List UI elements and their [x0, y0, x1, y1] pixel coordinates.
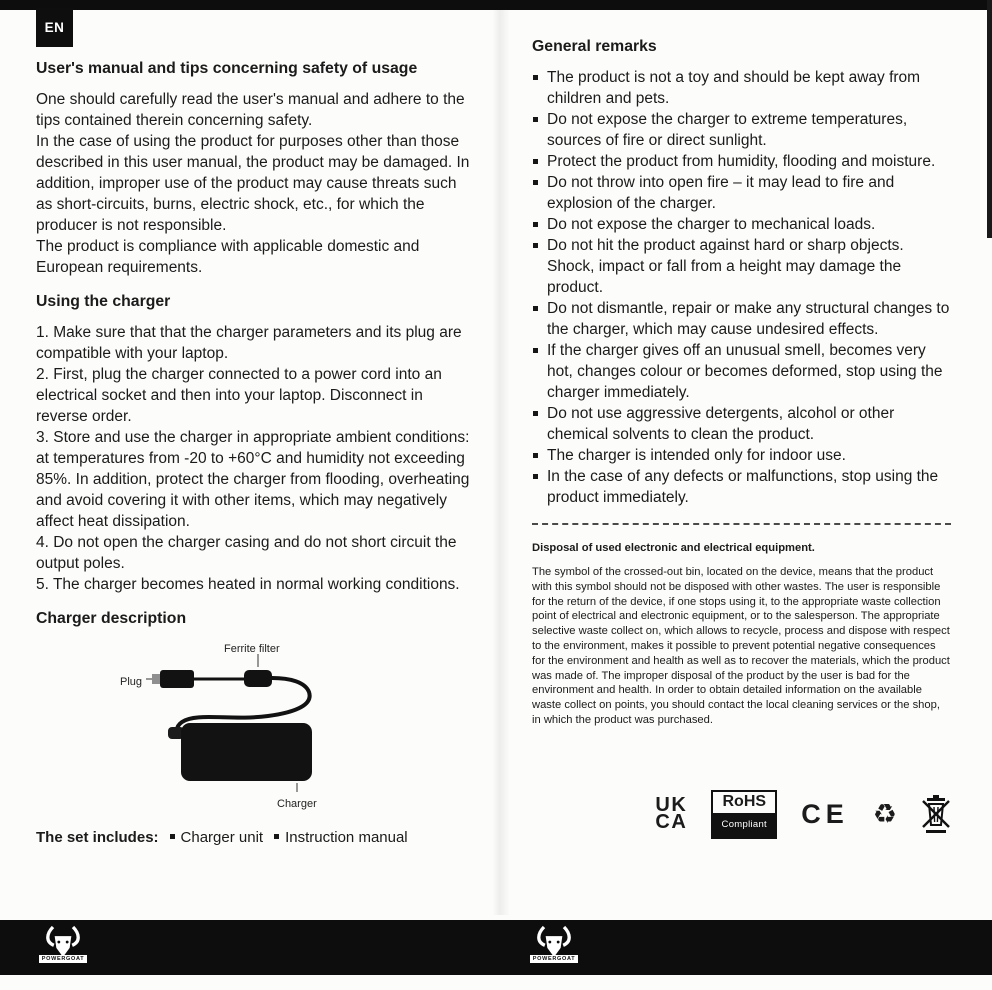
rohs-compliant-label: Compliant [713, 813, 775, 837]
remark-item: Do not dismantle, repair or make any structural changes to the charger, which may cause undesired effects. [532, 298, 951, 340]
weee-bin-icon [921, 794, 951, 834]
rohs-mark [711, 790, 777, 839]
general-remarks-heading: General remarks [532, 38, 657, 55]
safety-paragraph: The product is compliance with applicable domestic and European requirements. [36, 238, 420, 276]
remark-item: Do not throw into open fire – it may lead to fire and explosion of the charger. [532, 172, 951, 214]
bullet-icon [170, 834, 175, 839]
safety-heading: User's manual and tips concerning safety of usage [36, 60, 418, 77]
brand-logo [36, 924, 90, 963]
charger-step: 1. Make sure that that the charger parameters and its plug are compatible with your laptop. [36, 324, 462, 362]
safety-paragraph: In the case of using the product for purposes other than those described in this user manual, the product may be damaged. In addition, improper use of the product may cause threats such as short-circuits, burns, electric shock, etc., for which the producer is not responsible. [36, 133, 470, 234]
charger-step: 4. Do not open the charger casing and do not short circuit the output poles. [36, 534, 457, 572]
charger-step: 3. Store and use the charger in appropriate ambient conditions: at temperatures from -20 to +60°C and humidity not exceeding 85%. In addition, protect the charger from flooding, overheating and avoid covering it with other items, which may negatively affect heat dissipation. [36, 429, 470, 530]
left-column [36, 58, 474, 848]
bullet-icon [274, 834, 279, 839]
remark-item: The charger is intended only for indoor use. [532, 445, 951, 466]
remark-item: Do not hit the product against hard or sharp objects. Shock, impact or fall from a height may damage the product. [532, 235, 951, 298]
compliance-marks-row [532, 790, 951, 839]
charger-step: 5. The charger becomes heated in normal working conditions. [36, 576, 460, 593]
set-item: Charger unit [180, 829, 264, 846]
safety-paragraph: One should carefully read the user's manual and adhere to the tips contained therein concerning safety. [36, 91, 465, 129]
page-crease [492, 10, 510, 915]
brand-name: POWERGOAT [530, 955, 579, 963]
brand-name: POWERGOAT [39, 955, 88, 963]
remark-item: The product is not a toy and should be kept away from children and pets. [532, 67, 951, 109]
ukca-line2: CA [655, 811, 688, 834]
using-charger-heading: Using the charger [36, 293, 171, 310]
set-item: Instruction manual [285, 829, 408, 846]
remark-item: In the case of any defects or malfunctions, stop using the product immediately. [532, 466, 951, 508]
top-black-bar [0, 0, 992, 10]
footer-black-bar [0, 920, 992, 975]
disposal-body: The symbol of the crossed-out bin, located on the device, means that the product with this symbol should not be disposed with other wastes. The user is responsible for the return of the device, if one stops using it, to the appropriate waste collection point of electrical and electronic equipment, or to the salesperson. The appropriate selective waste collect on, which allows to recycle, process and dispose with respect to the environment, makes it possible to prevent potential negative consequences for the environment and health as well as to recover the materials, which the product was made of. The improper disposal of the product by the user is bad for the environment and health. In order to obtain detailed information on the available waste collect on points, you should contact the local cleaning services or the shop, in which the product was purchased. [532, 566, 950, 726]
scan-edge-right [987, 0, 992, 238]
set-includes-line [36, 827, 474, 848]
ukca-line1: UK [655, 794, 688, 817]
charger-drawing-icon [120, 639, 344, 809]
general-remarks-list [532, 67, 951, 508]
ukca-mark [655, 794, 688, 834]
charger-step: 2. First, plug the charger connected to a power cord into an electrical socket and then into your laptop. Disconnect in reverse order. [36, 366, 442, 425]
charger-description-heading: Charger description [36, 610, 187, 627]
charger-label: Charger [277, 798, 317, 810]
rohs-label: RoHS [722, 792, 767, 810]
language-badge: EN [36, 8, 73, 47]
remark-item: Do not expose the charger to extreme temperatures, sources of fire or direct sunlight. [532, 109, 951, 151]
remark-item: If the charger gives off an unusual smell, becomes very hot, changes colour or becomes deformed, stop using the charger immediately. [532, 340, 951, 403]
charger-diagram [120, 639, 344, 809]
dashed-separator [532, 523, 951, 525]
recycle-icon: ♻ [872, 798, 897, 829]
remark-item: Protect the product from humidity, flooding and moisture. [532, 151, 951, 172]
remark-item: Do not use aggressive detergents, alcohol or other chemical solvents to clean the product. [532, 403, 951, 445]
set-includes-label: The set includes: [36, 829, 159, 846]
right-column [532, 36, 951, 839]
ce-mark: CE [801, 798, 849, 829]
disposal-heading: Disposal of used electronic and electrical equipment. [532, 542, 815, 554]
remark-item: Do not expose the charger to mechanical loads. [532, 214, 951, 235]
brand-logo [527, 924, 581, 963]
ferrite-filter-label: Ferrite filter [224, 643, 280, 655]
plug-label: Plug [120, 676, 143, 688]
